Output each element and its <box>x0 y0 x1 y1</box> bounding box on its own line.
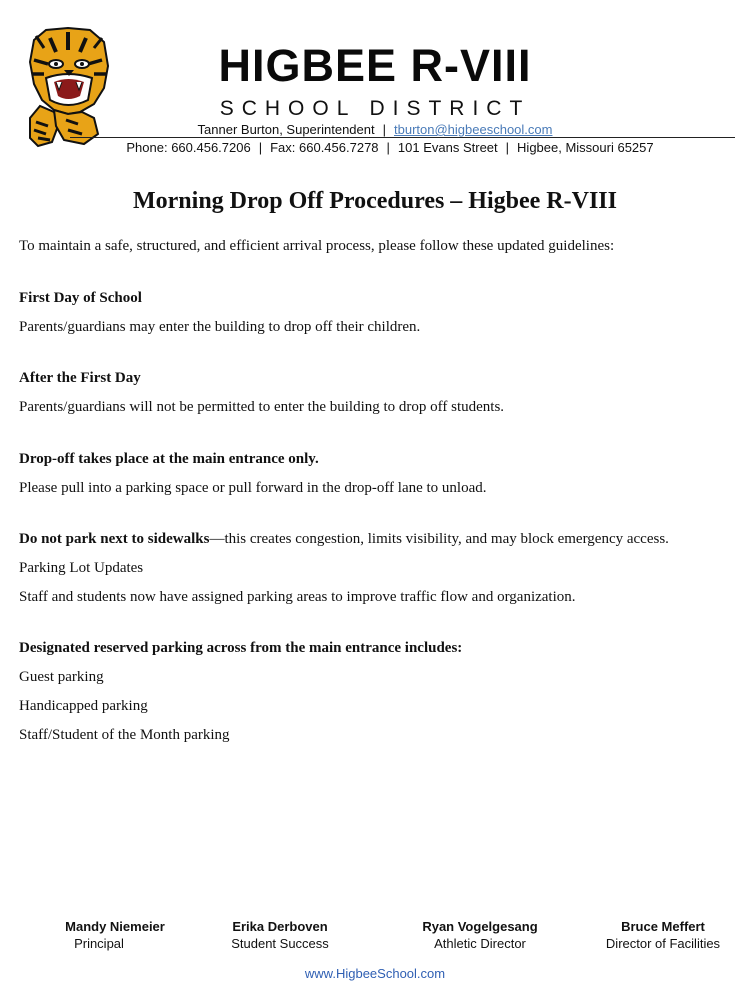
superintendent-name: Tanner Burton, Superintendent <box>197 122 375 137</box>
after-first-day-heading: After the First Day <box>19 370 141 386</box>
tiger-body-icon <box>54 110 98 144</box>
signature-student-success <box>205 918 355 952</box>
street-address: 101 Evans Street <box>397 140 498 155</box>
superintendent-email-link[interactable]: tburton@higbeeschool.com <box>394 122 553 137</box>
district-name: HIGBEE R-VIII <box>218 40 532 91</box>
district-subtitle: SCHOOL DISTRICT <box>219 97 531 120</box>
footer-website-link[interactable]: www.HigbeeSchool.com <box>304 966 446 981</box>
tiger-mascot-logo <box>24 26 112 148</box>
separator: | <box>505 140 510 155</box>
signature-name: Bruce Meffert <box>621 919 705 934</box>
fax-number: Fax: 660.456.7278 <box>270 140 379 155</box>
signature-name: Erika Derboven <box>232 919 328 934</box>
sidewalk-paragraph <box>19 529 669 549</box>
separator: | <box>382 122 386 137</box>
signature-role: Director of Facilities <box>605 936 721 951</box>
signature-role: Student Success <box>231 936 329 951</box>
city-address: Higbee, Missouri 65257 <box>517 140 654 155</box>
separator: | <box>386 140 390 155</box>
signature-role: Athletic Director <box>434 936 526 951</box>
first-day-text: Parents/guardians may enter the building to drop off their children. <box>19 319 421 335</box>
header-divider <box>70 137 735 138</box>
first-day-heading: First Day of School <box>19 290 142 306</box>
separator: | <box>258 140 263 155</box>
dropoff-text: Please pull into a parking space or pull forward in the drop-off lane to unload. <box>19 480 487 496</box>
document-title: Morning Drop Off Procedures – Higbee R-VIII <box>133 188 617 214</box>
reserved-item-staff-student: Staff/Student of the Month parking <box>19 727 230 743</box>
dropoff-heading: Drop-off takes place at the main entrance only. <box>19 451 319 467</box>
after-first-day-text: Parents/guardians will not be permitted to enter the building to drop off students. <box>19 399 505 415</box>
reserved-item-handicapped: Handicapped parking <box>19 698 148 714</box>
parking-updates-text: Staff and students now have assigned parking areas to improve traffic flow and organization. <box>19 589 576 605</box>
signature-name: Mandy Niemeier <box>65 919 165 934</box>
tiger-head-icon <box>30 28 108 114</box>
signature-athletic-director <box>400 918 560 952</box>
signature-role: Principal <box>74 936 124 951</box>
reserved-parking-heading: Designated reserved parking across from the main entrance includes: <box>19 640 463 656</box>
contact-line <box>40 140 740 156</box>
sidewalk-bold-text: Do not park next to sidewalks <box>19 531 210 547</box>
signature-principal <box>40 918 190 952</box>
intro-paragraph: To maintain a safe, structured, and efficient arrival process, please follow these updated guidelines: <box>19 238 615 254</box>
sidewalk-rest-text: —this creates congestion, limits visibility, and may block emergency access. <box>209 531 669 547</box>
signature-facilities-director <box>588 918 738 952</box>
signature-name: Ryan Vogelgesang <box>422 919 538 934</box>
superintendent-line <box>150 122 600 138</box>
reserved-item-guest: Guest parking <box>19 669 104 685</box>
phone-number: Phone: 660.456.7206 <box>126 140 251 155</box>
parking-updates-heading: Parking Lot Updates <box>19 560 144 576</box>
